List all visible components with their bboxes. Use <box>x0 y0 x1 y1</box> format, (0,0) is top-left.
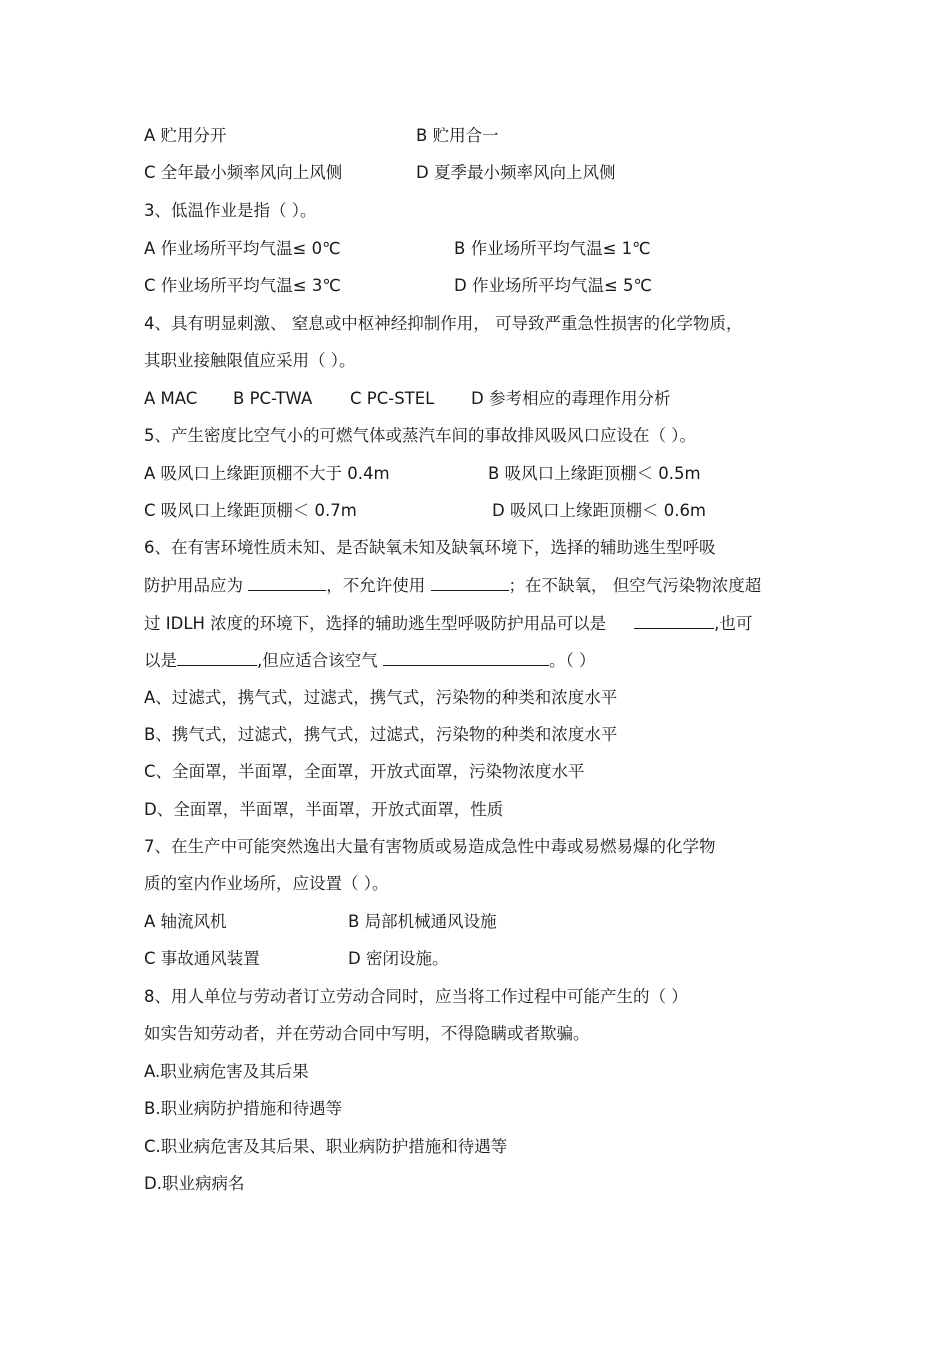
question-4: 4、具有明显刺激、 窒息或中枢神经抑制作用， 可导致严重急性损害的化学物质， <box>144 314 743 333</box>
option-b: B 作业场所平均气温≤ 1℃ <box>454 239 651 258</box>
text-segment: ，不允许使用 <box>326 576 431 595</box>
option-c: C 全年最小频率风向上风侧 <box>144 163 343 182</box>
option-d: D、全面罩，半面罩，半面罩，开放式面罩，性质 <box>144 800 504 819</box>
text-segment: 过 IDLH 浓度的环境下，选择的辅助逃生型呼吸防护用品可以是 <box>144 614 607 633</box>
option-c: C PC-STEL <box>350 389 435 408</box>
answer-blank <box>431 574 509 591</box>
text-segment: ,但应适合该空气 <box>257 651 383 670</box>
text-segment: 以是 <box>144 651 177 670</box>
option-a: A 吸风口上缘距顶棚不大于 0.4m <box>144 464 390 483</box>
option-b: B PC-TWA <box>233 389 313 408</box>
text-segment: ；在不缺氧， 但空气污染物浓度超 <box>508 576 762 595</box>
option-a: A、过滤式，携气式，过滤式，携气式，污染物的种类和浓度水平 <box>144 688 618 707</box>
option-c: C、全面罩，半面罩，全面罩，开放式面罩，污染物浓度水平 <box>144 762 585 781</box>
option-a: A.职业病危害及其后果 <box>144 1062 309 1081</box>
question-6-cont <box>144 574 761 596</box>
answer-blank <box>634 612 714 629</box>
option-d: D.职业病病名 <box>144 1174 245 1193</box>
option-d: D 吸风口上缘距顶棚＜ 0.6m <box>492 501 707 520</box>
text-segment: 防护用品应为 <box>144 576 249 595</box>
question-5: 5、产生密度比空气小的可燃气体或蒸汽车间的事故排风吸风口应设在（ ）。 <box>144 426 696 445</box>
option-c: C 吸风口上缘距顶棚＜ 0.7m <box>144 501 357 520</box>
question-6-cont <box>144 612 752 634</box>
option-b: B 吸风口上缘距顶棚＜ 0.5m <box>488 464 701 483</box>
option-c: C 作业场所平均气温≤ 3℃ <box>144 276 341 295</box>
option-d: D 密闭设施。 <box>348 949 449 968</box>
question-8-cont: 如实告知劳动者，并在劳动合同中写明，不得隐瞒或者欺骗。 <box>144 1024 590 1043</box>
option-c: C.职业病危害及其后果、职业病防护措施和待遇等 <box>144 1137 508 1156</box>
option-a: A 轴流风机 <box>144 912 227 931</box>
answer-blank <box>177 649 257 666</box>
option-b: B、携气式，过滤式，携气式，过滤式，污染物的种类和浓度水平 <box>144 725 618 744</box>
question-7-cont: 质的室内作业场所，应设置（ ）。 <box>144 874 389 893</box>
option-b: B 贮用合一 <box>416 126 499 145</box>
question-6: 6、在有害环境性质未知、是否缺氧未知及缺氧环境下，选择的辅助逃生型呼吸 <box>144 538 716 557</box>
option-c: C 事故通风装置 <box>144 949 260 968</box>
question-3: 3、低温作业是指（ ）。 <box>144 201 317 220</box>
option-a: A 贮用分开 <box>144 126 227 145</box>
question-6-cont <box>144 649 596 671</box>
answer-blank <box>383 649 549 666</box>
question-7: 7、在生产中可能突然逸出大量有害物质或易造成急性中毒或易燃易爆的化学物 <box>144 837 716 856</box>
text-segment: 。（ ） <box>549 651 596 670</box>
option-d: D 参考相应的毒理作用分析 <box>471 389 671 408</box>
option-d: D 夏季最小频率风向上风侧 <box>416 163 616 182</box>
option-d: D 作业场所平均气温≤ 5℃ <box>454 276 653 295</box>
option-a: A MAC <box>144 389 198 408</box>
answer-blank <box>248 574 326 591</box>
question-4-cont: 其职业接触限值应采用（ ）。 <box>144 351 356 370</box>
option-a: A 作业场所平均气温≤ 0℃ <box>144 239 341 258</box>
question-8: 8、用人单位与劳动者订立劳动合同时，应当将工作过程中可能产生的（ ） <box>144 987 688 1006</box>
option-b: B.职业病防护措施和待遇等 <box>144 1099 343 1118</box>
text-segment: ,也可 <box>714 614 753 633</box>
option-b: B 局部机械通风设施 <box>348 912 497 931</box>
